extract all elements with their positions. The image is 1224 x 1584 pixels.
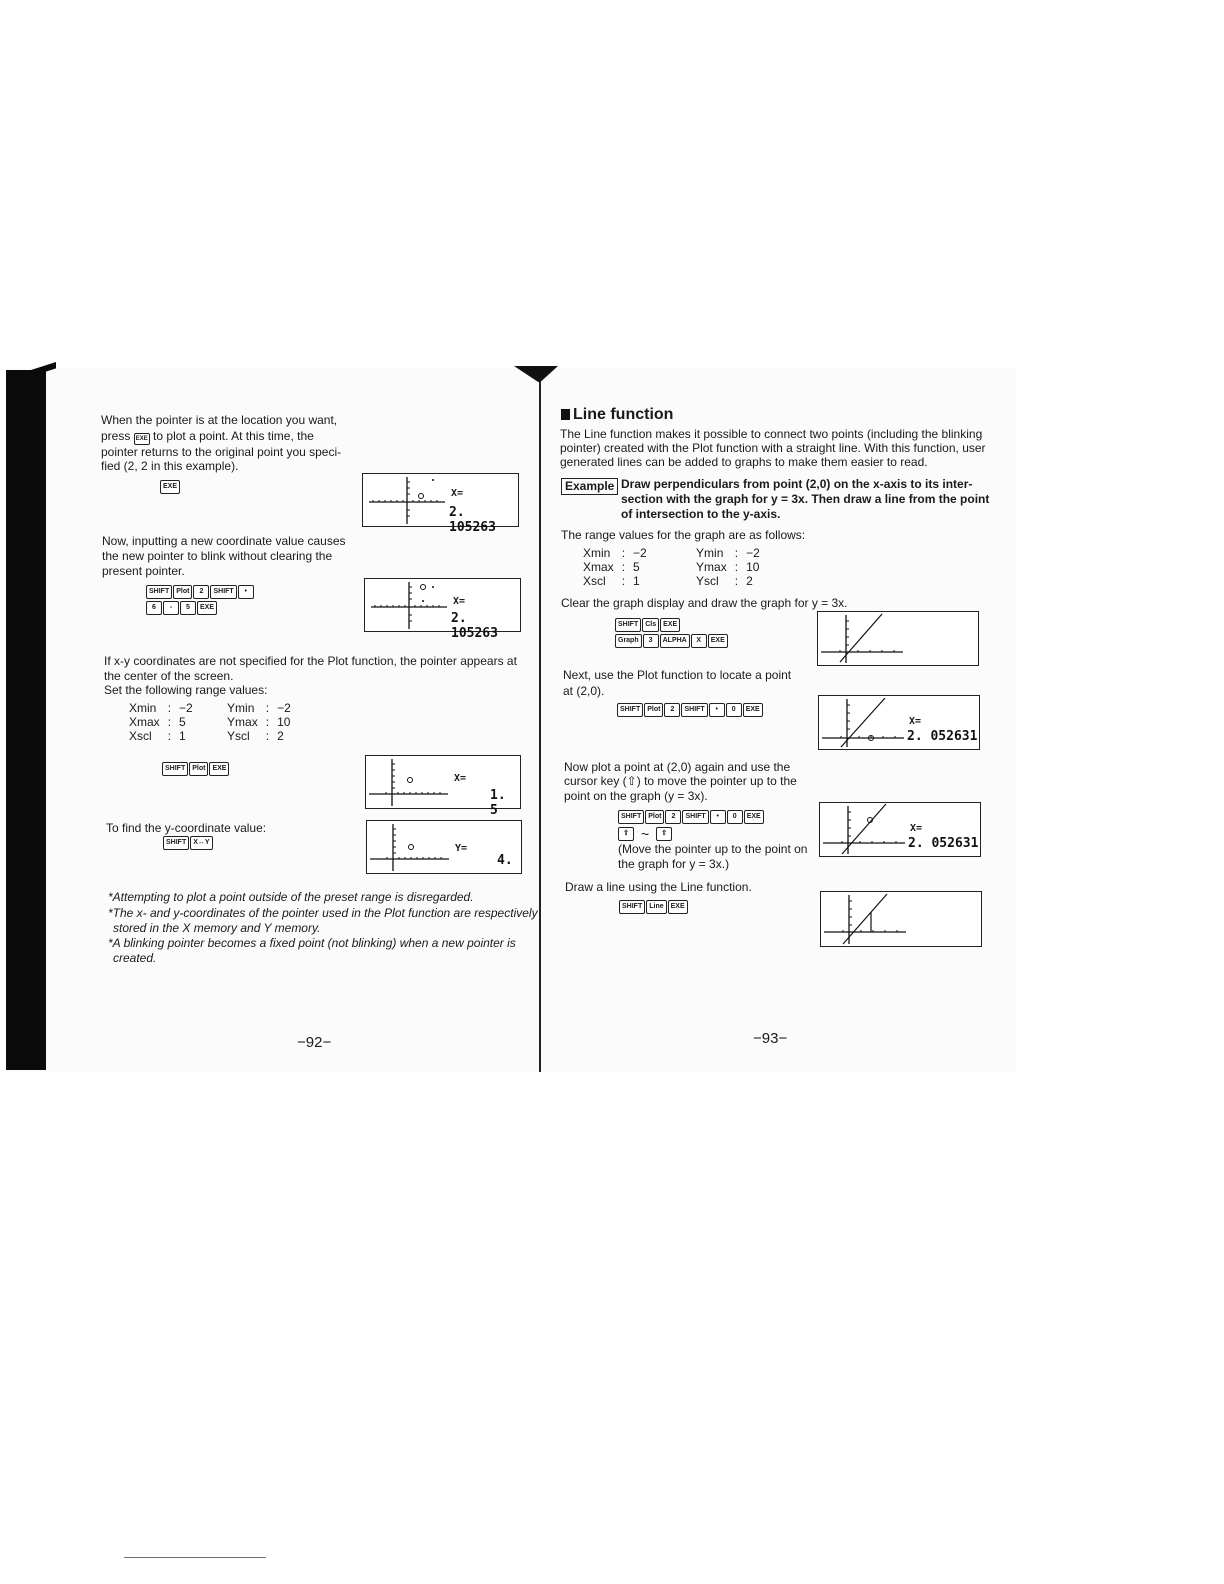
example-line1: Draw perpendiculars from point (2,0) on the x-axis to its inter-: [621, 477, 973, 491]
range-row: [579, 574, 764, 588]
range-cell: 2: [277, 729, 284, 743]
key-shift: SHIFT: [162, 762, 188, 776]
keyseq-r3b: [618, 826, 672, 842]
range-cell: Xscl: [129, 729, 152, 743]
key-shift: SHIFT: [619, 900, 645, 914]
key-graph: Graph: [615, 634, 642, 648]
range-cell: −2: [746, 546, 760, 560]
range-cell: Xmax: [583, 560, 614, 574]
range-cell: 2: [746, 574, 753, 588]
key-line: Line: [646, 900, 666, 914]
key-plot: Plot: [644, 703, 663, 717]
left-range-table: [125, 701, 295, 743]
now-line1: Now plot a point at (2,0) again and use the: [564, 760, 791, 774]
calc-screen-1: [362, 473, 519, 535]
keyseq-r2: [617, 703, 763, 717]
para2-line3: present pointer.: [102, 564, 185, 578]
page-number-left: −92−: [297, 1034, 332, 1051]
example-line3: of intersection to the y-axis.: [621, 507, 781, 521]
key-comma: •: [709, 703, 725, 717]
now-line3: point on the graph (y = 3x).: [564, 789, 708, 803]
range-cell: :: [265, 715, 270, 729]
keyseq-r1b: [615, 634, 728, 648]
key-exe: EXE: [209, 762, 229, 776]
example-box: [561, 478, 624, 495]
range-cell: Ymax: [227, 715, 258, 729]
keyseq-2b: [146, 601, 217, 615]
para1-press: press: [101, 429, 131, 443]
key-shift: SHIFT: [163, 836, 189, 850]
note-3: *A blinking pointer becomes a fixed point (not blinking) when a new pointer is: [108, 936, 516, 950]
range-row: [579, 560, 764, 574]
exe-key-inline: EXE: [134, 433, 150, 445]
draw-text: Draw a line using the Line function.: [565, 880, 752, 894]
range-cell: :: [167, 715, 172, 729]
screen2-value: 2. 105263: [451, 611, 498, 641]
range-cell: Xmin: [129, 701, 157, 715]
para3-line2: the center of the screen.: [104, 669, 234, 683]
range-cell: Ymin: [696, 546, 724, 560]
keyseq-4: [163, 836, 213, 850]
range-cell: Ymax: [696, 560, 727, 574]
key-shift: SHIFT: [146, 585, 172, 599]
screen-r2-value: 2. 052631: [907, 729, 978, 744]
screen-r3-value: 2. 052631: [908, 836, 979, 851]
calc-screen-2: [364, 578, 521, 641]
cursor-up-key-icon: ⇧: [656, 827, 672, 841]
intro-line2: pointer) created with the Plot function with a straight line. With this function, user: [560, 441, 986, 455]
key-6: 6: [146, 601, 162, 615]
range-row: [125, 701, 295, 715]
book-binding-shadow: [6, 370, 46, 1070]
clear-text: Clear the graph display and draw the graph for y = 3x.: [561, 596, 848, 610]
key-shift: SHIFT: [681, 703, 707, 717]
range-cell: Xmax: [129, 715, 160, 729]
key-2: 2: [665, 810, 681, 824]
range-cell: :: [734, 574, 739, 588]
para1-line3: pointer returns to the original point you speci-: [101, 445, 342, 459]
key-exe: EXE: [160, 480, 180, 494]
key-minus: -: [163, 601, 179, 615]
calc-screen-r3: [819, 802, 981, 857]
key-x: X: [691, 634, 707, 648]
para3-line3: Set the following range values:: [104, 683, 268, 697]
range-cell: :: [167, 729, 172, 743]
para1-line4: fied (2, 2 in this example).: [101, 459, 239, 473]
range-cell: 5: [633, 560, 640, 574]
range-cell: :: [734, 560, 739, 574]
screen4-label: Y=: [455, 843, 468, 854]
key-0: 0: [727, 810, 743, 824]
range-cell: Yscl: [696, 574, 719, 588]
key-5: 5: [180, 601, 196, 615]
range-intro: The range values for the graph are as follows:: [561, 528, 806, 542]
screen-r4-graph: [821, 892, 981, 946]
range-row: [125, 715, 295, 729]
key-exe: EXE: [743, 703, 763, 717]
key-alpha: ALPHA: [660, 634, 690, 648]
screen2-label: X=: [453, 596, 466, 607]
range-cell: :: [734, 546, 739, 560]
range-cell: Xmin: [583, 546, 611, 560]
calc-screen-3: [365, 755, 521, 818]
keyseq-r3: [618, 810, 764, 824]
key-plot: Plot: [173, 585, 192, 599]
key-2: 2: [193, 585, 209, 599]
keyseq-1: [160, 480, 180, 494]
page-number-right: −93−: [753, 1030, 788, 1047]
calc-screen-r2: [818, 695, 980, 750]
note-1: *Attempting to plot a point outside of the preset range is disregarded.: [108, 890, 474, 904]
screen3-value: 1. 5: [490, 788, 506, 818]
keyseq-2a: [146, 585, 254, 599]
range-cell: 10: [277, 715, 291, 729]
range-cell: Ymin: [227, 701, 255, 715]
keyseq-r1a: [615, 618, 680, 632]
section-heading: [561, 406, 673, 424]
intro-line3: generated lines can be added to graphs to make them easier to read.: [560, 455, 928, 469]
range-cell: Xscl: [583, 574, 606, 588]
screen1-label: X=: [451, 488, 464, 499]
key-shift: SHIFT: [682, 810, 708, 824]
key-exe: EXE: [744, 810, 764, 824]
screen-r2-label: X=: [909, 716, 922, 727]
section-heading-text: Line function: [573, 406, 674, 423]
calc-screen-r1: [817, 611, 979, 666]
key-shift: SHIFT: [210, 585, 236, 599]
calc-screen-r4: [820, 891, 982, 947]
note-2-cont: stored in the X memory and Y memory.: [113, 921, 321, 935]
range-cell: 5: [179, 715, 186, 729]
cursor-up-key-icon: ⇧: [618, 827, 634, 841]
range-cell: :: [621, 574, 626, 588]
key-plot: Plot: [189, 762, 208, 776]
note-3-cont: created.: [113, 951, 157, 965]
range-cell: :: [167, 701, 172, 715]
move-note-line1: (Move the pointer up to the point on: [618, 842, 808, 856]
range-cell: 10: [746, 560, 760, 574]
calc-screen-4: [366, 820, 522, 874]
screen-r3-label: X=: [910, 823, 923, 834]
key-shift: SHIFT: [615, 618, 641, 632]
screen3-label: X=: [454, 773, 467, 784]
key-comma: •: [238, 585, 254, 599]
key-3: 3: [643, 634, 659, 648]
key-x-y-swap: X↔Y: [190, 836, 212, 850]
note-2: *The x- and y-coordinates of the pointer used in the Plot function are respectively: [108, 906, 538, 920]
range-cell: 1: [179, 729, 186, 743]
range-cell: :: [265, 701, 270, 715]
para1-rest: to plot a point. At this time, the: [153, 429, 314, 443]
key-exe: EXE: [660, 618, 680, 632]
range-tilde: ~: [641, 826, 650, 842]
para4: To find the y-coordinate value:: [106, 821, 267, 835]
range-cell: :: [621, 546, 626, 560]
key-plot: Plot: [645, 810, 664, 824]
example-label: Example: [561, 478, 618, 495]
key-cls: Cls: [642, 618, 659, 632]
key-comma: •: [710, 810, 726, 824]
key-exe: EXE: [668, 900, 688, 914]
keyseq-r4: [619, 900, 688, 914]
para1-line1: When the pointer is at the location you want,: [101, 413, 338, 427]
para2-line1: Now, inputting a new coordinate value causes: [102, 534, 346, 548]
page-gutter: [539, 378, 541, 1072]
para1-line2: [101, 429, 314, 445]
key-shift: SHIFT: [617, 703, 643, 717]
next-line2: at (2,0).: [563, 684, 605, 698]
range-cell: −2: [277, 701, 291, 715]
key-2: 2: [664, 703, 680, 717]
key-exe: EXE: [708, 634, 728, 648]
key-shift: SHIFT: [618, 810, 644, 824]
key-exe: EXE: [197, 601, 217, 615]
right-range-table: [579, 546, 764, 588]
range-row: [125, 729, 295, 743]
range-row: [579, 546, 764, 560]
screen4-value: 4.: [497, 853, 513, 868]
screen-r1-graph: [818, 612, 978, 665]
next-line1: Next, use the Plot function to locate a point: [563, 668, 792, 682]
range-cell: :: [265, 729, 270, 743]
intro-line1: The Line function makes it possible to connect two points (including the blinking: [560, 427, 983, 441]
range-cell: 1: [633, 574, 640, 588]
para3-line1: If x-y coordinates are not specified for the Plot function, the pointer appears at: [104, 654, 517, 668]
range-cell: Yscl: [227, 729, 250, 743]
move-note-line2: the graph for y = 3x.): [618, 857, 730, 871]
key-0: 0: [726, 703, 742, 717]
bullet-square-icon: [561, 409, 570, 420]
bottom-rule: [124, 1557, 266, 1558]
keyseq-3: [162, 762, 229, 776]
screen1-value: 2. 105263: [449, 505, 496, 535]
example-line2: section with the graph for y = 3x. Then draw a line from the point: [621, 492, 990, 506]
range-cell: :: [621, 560, 626, 574]
range-cell: −2: [179, 701, 193, 715]
now-line2: cursor key (⇧) to move the pointer up to the: [564, 774, 797, 788]
range-cell: −2: [633, 546, 647, 560]
para2-line2: the new pointer to blink without clearing the: [102, 549, 333, 563]
